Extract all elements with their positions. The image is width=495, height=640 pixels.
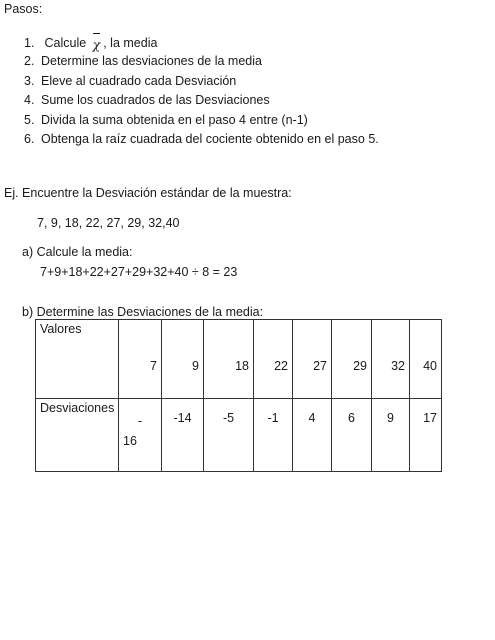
step-item: 5. Divida la suma obtenida en el paso 4 entre (n-1) [24, 112, 308, 127]
value-cell: 18 [204, 320, 254, 399]
deviation-cell: -14 [162, 399, 204, 472]
value-cell: 40 [410, 320, 442, 399]
deviations-table [35, 319, 442, 472]
deviation-cell [119, 399, 162, 472]
part-a-label: a) Calcule la media: [22, 245, 133, 259]
deviation-cell: -1 [254, 399, 293, 472]
step-item: 1. Calcule χ , la media [24, 33, 379, 52]
deviation-cell: 6 [332, 399, 372, 472]
value-cell: 9 [162, 320, 204, 399]
page-title: Pasos: [4, 2, 43, 16]
value-cell: 29 [332, 320, 372, 399]
x-bar-symbol: χ [90, 35, 104, 54]
deviations-label: Desviaciones [36, 399, 119, 472]
example-title: Ej. Encuentre la Desviación estándar de la muestra: [4, 186, 292, 200]
deviation-sign: - [137, 414, 143, 428]
part-b-label: b) Determine las Desviaciones de la media: [22, 305, 264, 319]
value-cell: 7 [119, 320, 162, 399]
deviation-cell: 17 [410, 399, 442, 472]
value-cell: 22 [254, 320, 293, 399]
deviations-row [36, 399, 442, 472]
deviation-cell: 9 [372, 399, 410, 472]
deviation-cell: -5 [204, 399, 254, 472]
value-cell: 27 [293, 320, 332, 399]
deviation-cell: 4 [293, 399, 332, 472]
step-item: 3. Eleve al cuadrado cada Desviación [24, 73, 237, 88]
step-item: 6. Obtenga la raíz cuadrada del cociente obtenido en el paso 5. [24, 131, 379, 146]
sample-data: 7, 9, 18, 22, 27, 29, 32,40 [37, 216, 180, 230]
values-label: Valores [36, 320, 119, 399]
step-item: 4. Sume los cuadrados de las Desviaciones [24, 93, 270, 108]
value-cell: 32 [372, 320, 410, 399]
mean-formula: 7+9+18+22+27+29+32+40 ÷ 8 = 23 [40, 265, 238, 279]
deviation-number: 16 [123, 434, 137, 448]
values-row [36, 320, 442, 399]
step-item: 2. Determine las desviaciones de la media [24, 54, 262, 69]
steps-list [24, 33, 379, 149]
